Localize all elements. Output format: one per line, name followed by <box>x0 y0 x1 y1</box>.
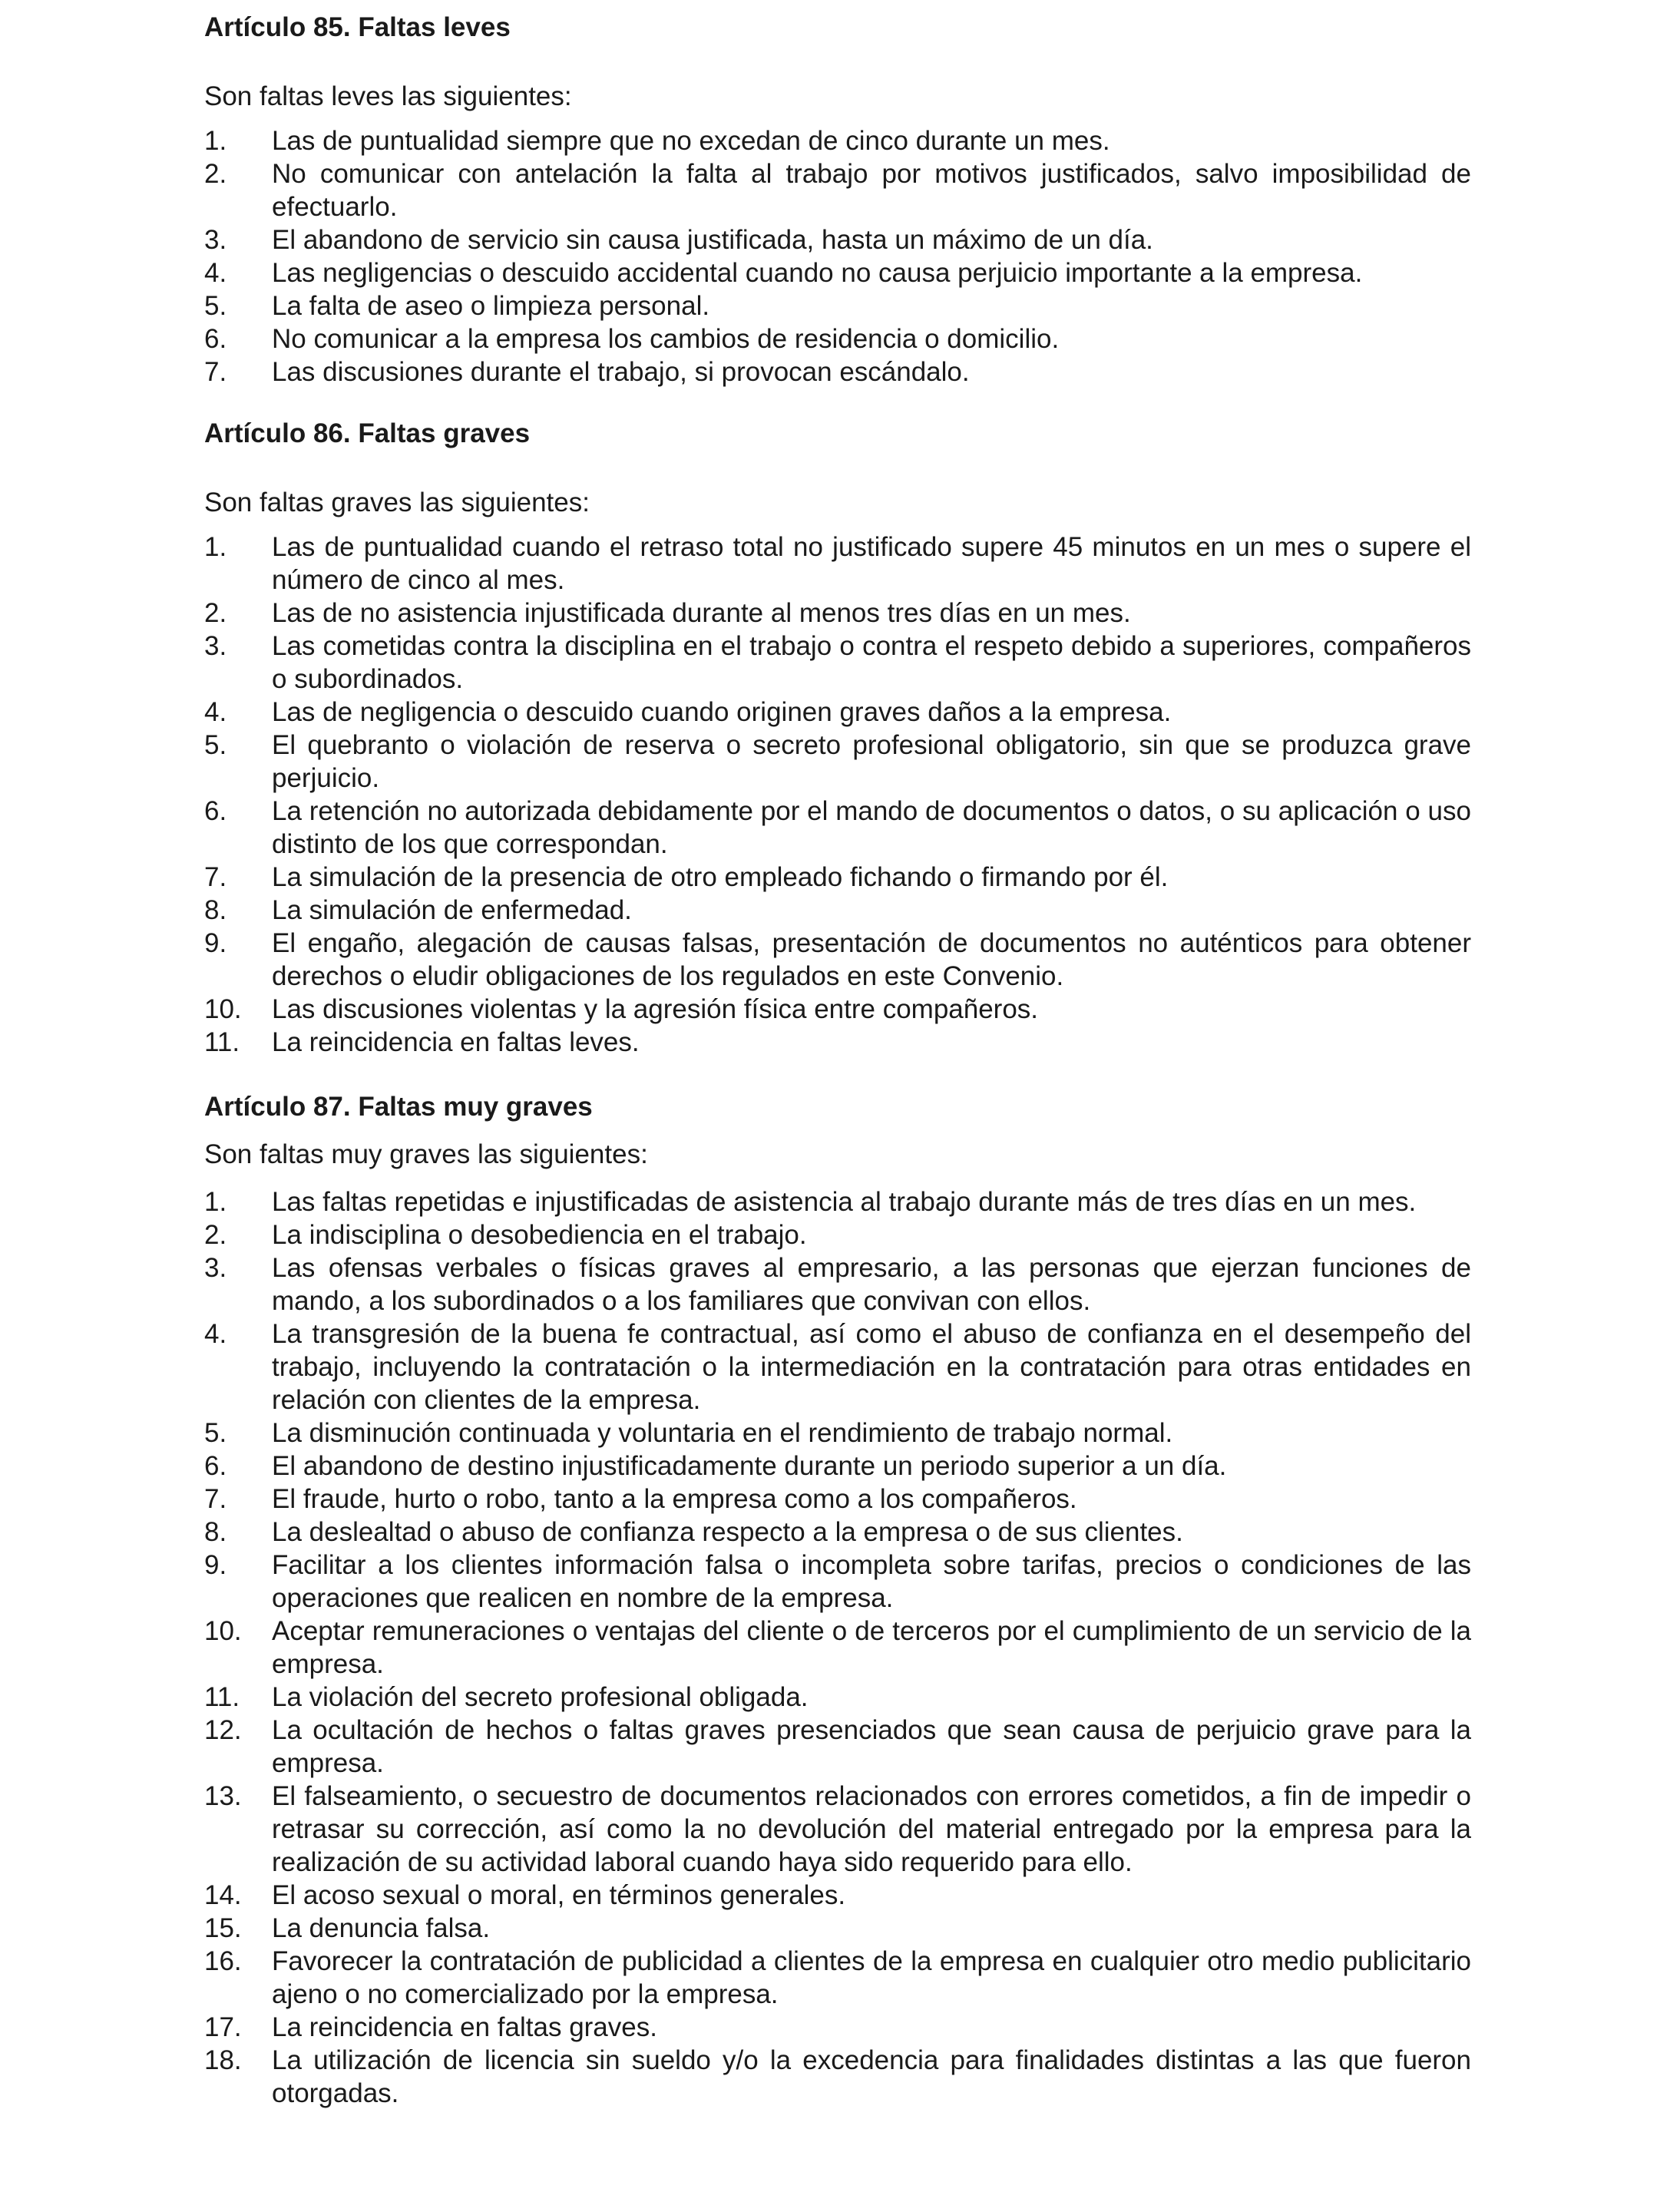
list-item <box>204 795 1471 861</box>
item-number: 9. <box>204 1550 227 1580</box>
item-number: 6. <box>204 1451 227 1481</box>
list-item <box>204 1615 1471 1681</box>
list-item <box>204 1714 1471 1780</box>
list-item <box>204 993 1471 1026</box>
faults-list <box>204 1185 1471 2110</box>
faults-list <box>204 531 1471 1059</box>
item-number: 3. <box>204 1253 227 1283</box>
item-text: Favorecer la contratación de publicidad a clientes de la empresa en cualquier otro medio publicitario ajeno o no comercializado por la empresa. <box>272 1946 1471 2009</box>
item-number: 9. <box>204 928 227 958</box>
item-text: La reincidencia en faltas leves. <box>272 1027 640 1057</box>
item-text: La ocultación de hechos o faltas graves presenciados que sean causa de perjuicio grave para la empresa. <box>272 1715 1471 1778</box>
list-item <box>204 1945 1471 2011</box>
item-text: Las discusiones violentas y la agresión física entre compañeros. <box>272 994 1039 1024</box>
item-text: El quebranto o violación de reserva o secreto profesional obligatorio, sin que se produzca grave perjuicio. <box>272 730 1471 793</box>
item-text: Aceptar remuneraciones o ventajas del cliente o de terceros por el cumplimiento de un servicio de la empresa. <box>272 1616 1471 1679</box>
item-number: 15. <box>204 1913 242 1943</box>
item-text: Las de no asistencia injustificada durante al menos tres días en un mes. <box>272 598 1131 628</box>
item-number: 16. <box>204 1946 242 1976</box>
item-number: 8. <box>204 1517 227 1547</box>
item-number: 5. <box>204 730 227 760</box>
faults-list <box>204 124 1471 388</box>
item-number: 7. <box>204 357 227 387</box>
item-text: Facilitar a los clientes información falsa o incompleta sobre tarifas, precios o condiciones de las operaciones que realicen en nombre de la empresa. <box>272 1550 1471 1613</box>
item-text: La simulación de enfermedad. <box>272 895 632 925</box>
item-text: El falseamiento, o secuestro de documentos relacionados con errores cometidos, a fin de impedir o retrasar su corrección, así como la no devolución del material entregado por la empresa para la realización de su actividad laboral cuando haya sido requerido para ello. <box>272 1781 1471 1877</box>
list-item <box>204 1549 1471 1615</box>
list-item <box>204 223 1471 256</box>
list-item <box>204 1450 1471 1483</box>
item-text: El fraude, hurto o robo, tanto a la empresa como a los compañeros. <box>272 1484 1077 1514</box>
list-item <box>204 531 1471 597</box>
list-item <box>204 157 1471 223</box>
list-item <box>204 1780 1471 1879</box>
list-item <box>204 894 1471 927</box>
item-text: Las de negligencia o descuido cuando originen graves daños a la empresa. <box>272 697 1172 727</box>
item-text: La simulación de la presencia de otro empleado fichando o firmando por él. <box>272 862 1169 892</box>
item-text: El abandono de destino injustificadamente durante un periodo superior a un día. <box>272 1451 1227 1481</box>
item-number: 5. <box>204 1418 227 1448</box>
list-item <box>204 1417 1471 1450</box>
item-text: La indisciplina o desobediencia en el trabajo. <box>272 1220 807 1250</box>
article-85 <box>204 11 1471 388</box>
article-heading: Artículo 85. Faltas leves <box>204 12 511 42</box>
item-text: Las ofensas verbales o físicas graves al empresario, a las personas que ejerzan funciones de mando, a los subordinados o a los familiares que convivan con ellos. <box>272 1253 1471 1316</box>
list-item <box>204 630 1471 696</box>
list-item <box>204 1681 1471 1714</box>
list-item <box>204 696 1471 729</box>
article-heading: Artículo 87. Faltas muy graves <box>204 1092 593 1122</box>
item-number: 17. <box>204 2012 242 2042</box>
item-text: La denuncia falsa. <box>272 1913 491 1943</box>
item-number: 10. <box>204 994 242 1024</box>
item-text: La transgresión de la buena fe contractual, así como el abuso de confianza en el desempeño del trabajo, incluyendo la contratación o la intermediación en la contratación para otras entidades en relación con clientes de la empresa. <box>272 1319 1471 1415</box>
item-text: Las de puntualidad cuando el retraso total no justificado supere 45 minutos en un mes o supere el número de cinco al mes. <box>272 532 1471 595</box>
list-item <box>204 1317 1471 1417</box>
item-number: 4. <box>204 1319 227 1349</box>
item-text: La falta de aseo o limpieza personal. <box>272 291 710 321</box>
list-item <box>204 861 1471 894</box>
list-item <box>204 355 1471 388</box>
article-intro: Son faltas leves las siguientes: <box>204 81 572 111</box>
list-item <box>204 927 1471 993</box>
item-text: La reincidencia en faltas graves. <box>272 2012 657 2042</box>
item-number: 3. <box>204 631 227 661</box>
list-item <box>204 256 1471 289</box>
list-item <box>204 1185 1471 1218</box>
item-number: 4. <box>204 697 227 727</box>
item-text: La utilización de licencia sin sueldo y/o la excedencia para finalidades distintas a las que fueron otorgadas. <box>272 2045 1471 2108</box>
list-item <box>204 1516 1471 1549</box>
list-item <box>204 289 1471 322</box>
item-text: El abandono de servicio sin causa justificada, hasta un máximo de un día. <box>272 225 1153 255</box>
item-number: 8. <box>204 895 227 925</box>
item-number: 10. <box>204 1616 242 1646</box>
item-number: 12. <box>204 1715 242 1745</box>
list-item <box>204 322 1471 355</box>
item-number: 7. <box>204 1484 227 1514</box>
item-number: 3. <box>204 225 227 255</box>
list-item <box>204 729 1471 795</box>
item-number: 4. <box>204 258 227 288</box>
list-item <box>204 1879 1471 1912</box>
item-text: Las negligencias o descuido accidental cuando no causa perjuicio importante a la empresa. <box>272 258 1363 288</box>
item-text: La violación del secreto profesional obligada. <box>272 1682 809 1712</box>
list-item <box>204 124 1471 157</box>
item-number: 1. <box>204 532 227 562</box>
item-number: 18. <box>204 2045 242 2075</box>
item-text: Las de puntualidad siempre que no excedan de cinco durante un mes. <box>272 126 1110 156</box>
item-text: La disminución continuada y voluntaria en el rendimiento de trabajo normal. <box>272 1418 1173 1448</box>
item-text: No comunicar a la empresa los cambios de residencia o domicilio. <box>272 324 1060 354</box>
article-heading: Artículo 86. Faltas graves <box>204 418 531 448</box>
item-number: 2. <box>204 598 227 628</box>
item-text: La retención no autorizada debidamente por el mando de documentos o datos, o su aplicación o uso distinto de los que correspondan. <box>272 796 1471 859</box>
item-number: 14. <box>204 1880 242 1910</box>
item-number: 2. <box>204 159 227 189</box>
item-text: Las faltas repetidas e injustificadas de asistencia al trabajo durante más de tres días en un mes. <box>272 1187 1417 1217</box>
list-item <box>204 597 1471 630</box>
article-87 <box>204 1090 1471 2110</box>
item-text: La deslealtad o abuso de confianza respecto a la empresa o de sus clientes. <box>272 1517 1183 1547</box>
article-intro: Son faltas graves las siguientes: <box>204 488 590 517</box>
item-text: El acoso sexual o moral, en términos generales. <box>272 1880 846 1910</box>
list-item <box>204 2044 1471 2110</box>
item-text: No comunicar con antelación la falta al trabajo por motivos justificados, salvo imposibilidad de efectuarlo. <box>272 159 1471 222</box>
document-page <box>204 11 1471 2110</box>
item-number: 6. <box>204 324 227 354</box>
item-number: 13. <box>204 1781 242 1811</box>
item-number: 1. <box>204 1187 227 1217</box>
item-number: 2. <box>204 1220 227 1250</box>
item-text: El engaño, alegación de causas falsas, presentación de documentos no auténticos para obtener derechos o eludir obligaciones de los regulados en este Convenio. <box>272 928 1471 991</box>
article-intro: Son faltas muy graves las siguientes: <box>204 1139 648 1169</box>
item-text: Las cometidas contra la disciplina en el trabajo o contra el respeto debido a superiores, compañeros o subordinados. <box>272 631 1471 694</box>
list-item <box>204 1218 1471 1251</box>
item-number: 5. <box>204 291 227 321</box>
item-number: 6. <box>204 796 227 826</box>
item-number: 7. <box>204 862 227 892</box>
list-item <box>204 2011 1471 2044</box>
list-item <box>204 1251 1471 1317</box>
list-item <box>204 1483 1471 1516</box>
item-number: 11. <box>204 1682 240 1712</box>
item-text: Las discusiones durante el trabajo, si provocan escándalo. <box>272 357 970 387</box>
list-item <box>204 1912 1471 1945</box>
item-number: 11. <box>204 1027 240 1057</box>
article-86 <box>204 417 1471 1059</box>
item-number: 1. <box>204 126 227 156</box>
list-item <box>204 1026 1471 1059</box>
